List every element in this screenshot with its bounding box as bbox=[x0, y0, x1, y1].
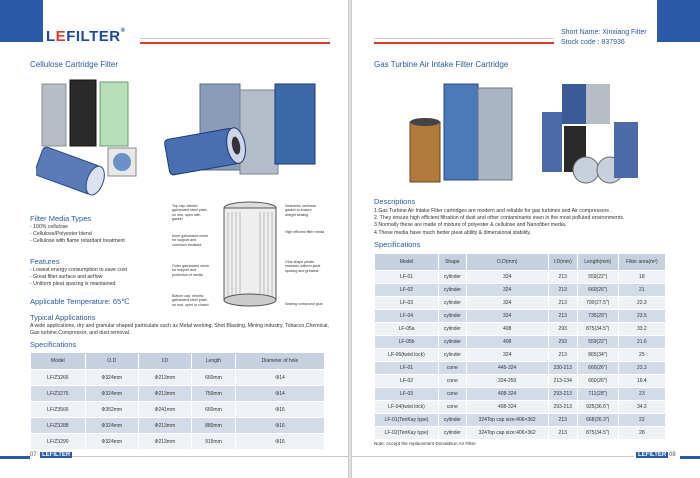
table-cell: LF/Z3266 bbox=[31, 370, 86, 386]
table-cell: Φ213mm bbox=[138, 434, 191, 450]
cellulose-filters-photo bbox=[36, 78, 146, 198]
table-cell: LF-05b bbox=[375, 336, 439, 349]
table-cell: 559(22") bbox=[577, 271, 618, 284]
table-cell: 34.3 bbox=[618, 401, 665, 414]
features-heading: Features bbox=[30, 257, 60, 266]
table-cell: 735(29") bbox=[577, 310, 618, 323]
right-specs-table bbox=[374, 253, 666, 440]
table-row bbox=[375, 401, 666, 414]
table-row bbox=[375, 362, 666, 375]
header-rule bbox=[374, 38, 554, 39]
table-cell: LF-03 bbox=[375, 297, 439, 310]
table-cell: 559(22") bbox=[577, 336, 618, 349]
table-cell: Φ16 bbox=[235, 418, 324, 434]
diagram-label-sealing: Sealing compound glue bbox=[285, 302, 323, 306]
table-cell: 875(34.5") bbox=[577, 323, 618, 336]
footer-bar bbox=[680, 456, 700, 459]
table-cell: 324 bbox=[466, 297, 548, 310]
table-cell: 28 bbox=[618, 427, 665, 440]
table-cell: LF-02 bbox=[375, 375, 439, 388]
page-title: Cellulose Cartridge Filter bbox=[30, 60, 119, 69]
table-cell: 293 bbox=[548, 336, 577, 349]
left-page bbox=[0, 0, 348, 478]
table-cell: cone bbox=[439, 388, 467, 401]
table-cell: LF-03 bbox=[375, 388, 439, 401]
lefilter-logo: LEFILTER® bbox=[46, 28, 126, 45]
table-cell: Φ241mm bbox=[138, 402, 191, 418]
header-rule-red bbox=[140, 42, 330, 44]
table-row bbox=[375, 336, 666, 349]
table-cell: 330-213 bbox=[548, 362, 577, 375]
table-cell: 915mm bbox=[191, 434, 235, 450]
footer-rule bbox=[72, 456, 348, 457]
table-cell: Φ14 bbox=[235, 386, 324, 402]
large-cartridges-photo bbox=[160, 80, 320, 190]
table-cell: LF/Z3288 bbox=[31, 418, 86, 434]
table-cell: LF-02 bbox=[375, 284, 439, 297]
table-cell: 213 bbox=[548, 349, 577, 362]
descriptions-list: 1.Gas Turbine Air Intake Filter cartridges are modern and reliable for gas turbines and Air compressors . 2. They ensure high efficient filtration of dust and other contaminants even in the most polluted environments. 3.Normally these are made of mixture of polyester & cellulose and Nanofiber media. 4.These media have much better pleat ability & dimensional stability. bbox=[374, 208, 625, 236]
diagram-label-top-cap: Top cap: electric galvanized steel plate, no rust, open with gasket bbox=[172, 204, 208, 222]
temperature-label: Applicable Temperature: 65℃ bbox=[30, 297, 130, 306]
table-cell: 445-324 bbox=[466, 362, 548, 375]
table-cell: 880mm bbox=[191, 418, 235, 434]
table-cell: cylinder bbox=[439, 271, 467, 284]
table-cell: 213 bbox=[548, 427, 577, 440]
col-area: Filter area(m²) bbox=[618, 254, 665, 271]
table-cell: Φ324mm bbox=[85, 370, 138, 386]
table-cell: 23.3 bbox=[618, 362, 665, 375]
gas-turbine-set-photo bbox=[538, 82, 648, 192]
col-od: O.D(mm) bbox=[466, 254, 548, 271]
table-cell: 324 bbox=[466, 310, 548, 323]
table-cell: 16.4 bbox=[618, 375, 665, 388]
table-cell: 324 bbox=[466, 284, 548, 297]
header-rule bbox=[140, 38, 330, 39]
table-cell: LF-01 bbox=[375, 271, 439, 284]
table-cell: Φ352mm bbox=[85, 402, 138, 418]
table-cell: LF/Z3566 bbox=[31, 402, 86, 418]
col-model: Model bbox=[31, 353, 86, 370]
col-hole: Diameter of hole bbox=[235, 353, 324, 370]
company-info: Short Name: Xinxiang Filter Stock code : 837936 bbox=[561, 29, 647, 46]
table-cell: LF-04 bbox=[375, 310, 439, 323]
table-cell: cylinder bbox=[439, 427, 467, 440]
gas-turbine-filters-photo bbox=[408, 80, 518, 190]
table-row bbox=[31, 402, 325, 418]
page-number: 07 bbox=[30, 452, 37, 458]
table-row bbox=[31, 418, 325, 434]
table-cell: LF-05a bbox=[375, 323, 439, 336]
table-cell: cylinder bbox=[439, 349, 467, 362]
table-cell: 21.6 bbox=[618, 336, 665, 349]
table-cell: 213 bbox=[548, 271, 577, 284]
replacement-note: Note: Accept the replacement Donaldson Air Filter. bbox=[374, 441, 477, 446]
table-cell: 324 bbox=[466, 271, 548, 284]
table-cell: cylinder bbox=[439, 284, 467, 297]
table-row bbox=[31, 370, 325, 386]
table-row bbox=[375, 349, 666, 362]
table-cell: LF/Z3275 bbox=[31, 386, 86, 402]
applications-heading: Typical Applications bbox=[30, 313, 96, 322]
left-specs-heading: Specifications bbox=[30, 340, 77, 349]
col-model: Model bbox=[375, 254, 439, 271]
table-cell: 324Top cap size:406×362 bbox=[466, 427, 548, 440]
table-row bbox=[375, 427, 666, 440]
table-cell: 700(27.5") bbox=[577, 297, 618, 310]
table-cell: 25 bbox=[618, 349, 665, 362]
table-cell: 213-134 bbox=[548, 375, 577, 388]
table-cell: 293-213 bbox=[548, 388, 577, 401]
header-rule-red bbox=[374, 42, 554, 44]
table-cell: cone bbox=[439, 362, 467, 375]
table-cell: 213 bbox=[548, 414, 577, 427]
table-cell: 213 bbox=[548, 310, 577, 323]
table-cell: 711(28") bbox=[577, 388, 618, 401]
table-cell: 660mm bbox=[191, 402, 235, 418]
col-id: I.D bbox=[138, 353, 191, 370]
table-cell: 213 bbox=[548, 297, 577, 310]
features-list: - Lowest energy consumption to save cost - Great filter surface and airflow - Uniform pleat spacing is maintained bbox=[30, 267, 127, 288]
table-cell: 925(36.6") bbox=[577, 401, 618, 414]
table-cell: 22.3 bbox=[618, 297, 665, 310]
diagram-label-outer-mesh: Outer galvanized mesh for support and protection of media bbox=[172, 264, 209, 277]
table-cell: Φ324mm bbox=[85, 386, 138, 402]
table-cell: 408-324 bbox=[466, 388, 548, 401]
table-cell: 865(34") bbox=[577, 349, 618, 362]
table-cell: 22 bbox=[618, 414, 665, 427]
table-cell: Φ324mm bbox=[85, 434, 138, 450]
table-cell: cylinder bbox=[439, 336, 467, 349]
table-cell: LF-01(TenKay type) bbox=[375, 414, 439, 427]
table-cell: 875(34.5") bbox=[577, 427, 618, 440]
table-cell: cylinder bbox=[439, 323, 467, 336]
page-title: Gas Turbine Air Intake Filter Cartridge bbox=[374, 60, 509, 69]
table-cell: 293-213 bbox=[548, 401, 577, 414]
table-cell: cone bbox=[439, 375, 467, 388]
applications-text: A wide applications, dry and granular shaped particulate such as Metal working, Shot Blasting, Mining industry, Tobacco,Chemical, Gas turbine,Compressor, and dust removal. bbox=[30, 323, 329, 337]
footer-logo: LEFILTER bbox=[42, 452, 71, 458]
table-cell: Φ14 bbox=[235, 370, 324, 386]
table-cell: cylinder bbox=[439, 414, 467, 427]
table-cell: LF-06(twist lock) bbox=[375, 349, 439, 362]
table-cell: Φ213mm bbox=[138, 386, 191, 402]
diagram-label-pleats: Glue shape pleats maintain uniform pleat spacing and greatest bbox=[285, 260, 321, 273]
table-cell: 408 bbox=[466, 336, 548, 349]
table-cell: 213 bbox=[548, 284, 577, 297]
left-specs-table bbox=[30, 352, 325, 450]
table-cell: 408 bbox=[466, 323, 548, 336]
table-cell: 660(26") bbox=[577, 375, 618, 388]
table-cell: 18 bbox=[618, 271, 665, 284]
page-number: 08 bbox=[669, 452, 676, 458]
corner-block bbox=[0, 0, 43, 42]
media-types-list: - 100% cellulose - Cellulose/Polyester blend - Cellulose with flame retardant treatment bbox=[30, 224, 125, 245]
table-row bbox=[375, 310, 666, 323]
table-row bbox=[375, 375, 666, 388]
table-cell: 33.2 bbox=[618, 323, 665, 336]
table-cell: LF/Z3290 bbox=[31, 434, 86, 450]
table-cell: 23.5 bbox=[618, 310, 665, 323]
media-types-heading: Filter Media Types bbox=[30, 214, 92, 223]
col-length: Length(mm) bbox=[577, 254, 618, 271]
table-cell: Φ16 bbox=[235, 402, 324, 418]
table-cell: 660(26") bbox=[577, 362, 618, 375]
col-od: O.D bbox=[85, 353, 138, 370]
table-cell: 23 bbox=[618, 388, 665, 401]
table-cell: 21 bbox=[618, 284, 665, 297]
table-cell: 324Top cap size:406×362 bbox=[466, 414, 548, 427]
col-id: I.D(mm) bbox=[548, 254, 577, 271]
table-cell: Φ324mm bbox=[85, 418, 138, 434]
right-specs-heading: Specifications bbox=[374, 240, 421, 249]
table-cell: cylinder bbox=[439, 297, 467, 310]
table-cell: cylinder bbox=[439, 310, 467, 323]
descriptions-heading: Descriptions bbox=[374, 197, 416, 206]
table-row bbox=[375, 388, 666, 401]
table-row bbox=[375, 271, 666, 284]
diagram-label-inner-mesh: Inner galvanized mesh for support and corrosion resistant bbox=[172, 234, 209, 247]
table-cell: Φ16 bbox=[235, 434, 324, 450]
table-row bbox=[31, 434, 325, 450]
table-row bbox=[375, 414, 666, 427]
table-row bbox=[375, 284, 666, 297]
footer-rule bbox=[352, 456, 634, 457]
table-cell: 668(26.3") bbox=[577, 414, 618, 427]
col-shape: Shape bbox=[439, 254, 467, 271]
diagram-label-gasket: Seamless urethane gasket to ensure airtight sealing bbox=[285, 204, 316, 217]
diagram-label-bottom-cap: Bottom cap: electric galvanized steel plate, no rust, open or closed bbox=[172, 294, 209, 307]
table-row bbox=[31, 386, 325, 402]
footer-bar bbox=[0, 456, 30, 459]
table-cell: Φ213mm bbox=[138, 418, 191, 434]
table-cell: LF-04(twist lock) bbox=[375, 401, 439, 414]
table-cell: 293 bbox=[548, 323, 577, 336]
table-cell: 750mm bbox=[191, 386, 235, 402]
footer-logo: LEFILTER bbox=[638, 452, 667, 458]
right-page bbox=[352, 0, 700, 478]
table-cell: 408-324 bbox=[466, 401, 548, 414]
table-row bbox=[375, 323, 666, 336]
corner-block bbox=[657, 0, 700, 42]
col-length: Length bbox=[191, 353, 235, 370]
table-row bbox=[375, 297, 666, 310]
diagram-label-media: High efficient filter media bbox=[285, 230, 325, 234]
table-cell: Φ213mm bbox=[138, 370, 191, 386]
cutaway-diagram bbox=[218, 200, 282, 310]
table-cell: 660(26") bbox=[577, 284, 618, 297]
table-cell: 324-250 bbox=[466, 375, 548, 388]
table-cell: LF-01 bbox=[375, 362, 439, 375]
table-cell: cone bbox=[439, 401, 467, 414]
table-cell: 660mm bbox=[191, 370, 235, 386]
table-cell: 324 bbox=[466, 349, 548, 362]
table-cell: LF-02(TenKay type) bbox=[375, 427, 439, 440]
